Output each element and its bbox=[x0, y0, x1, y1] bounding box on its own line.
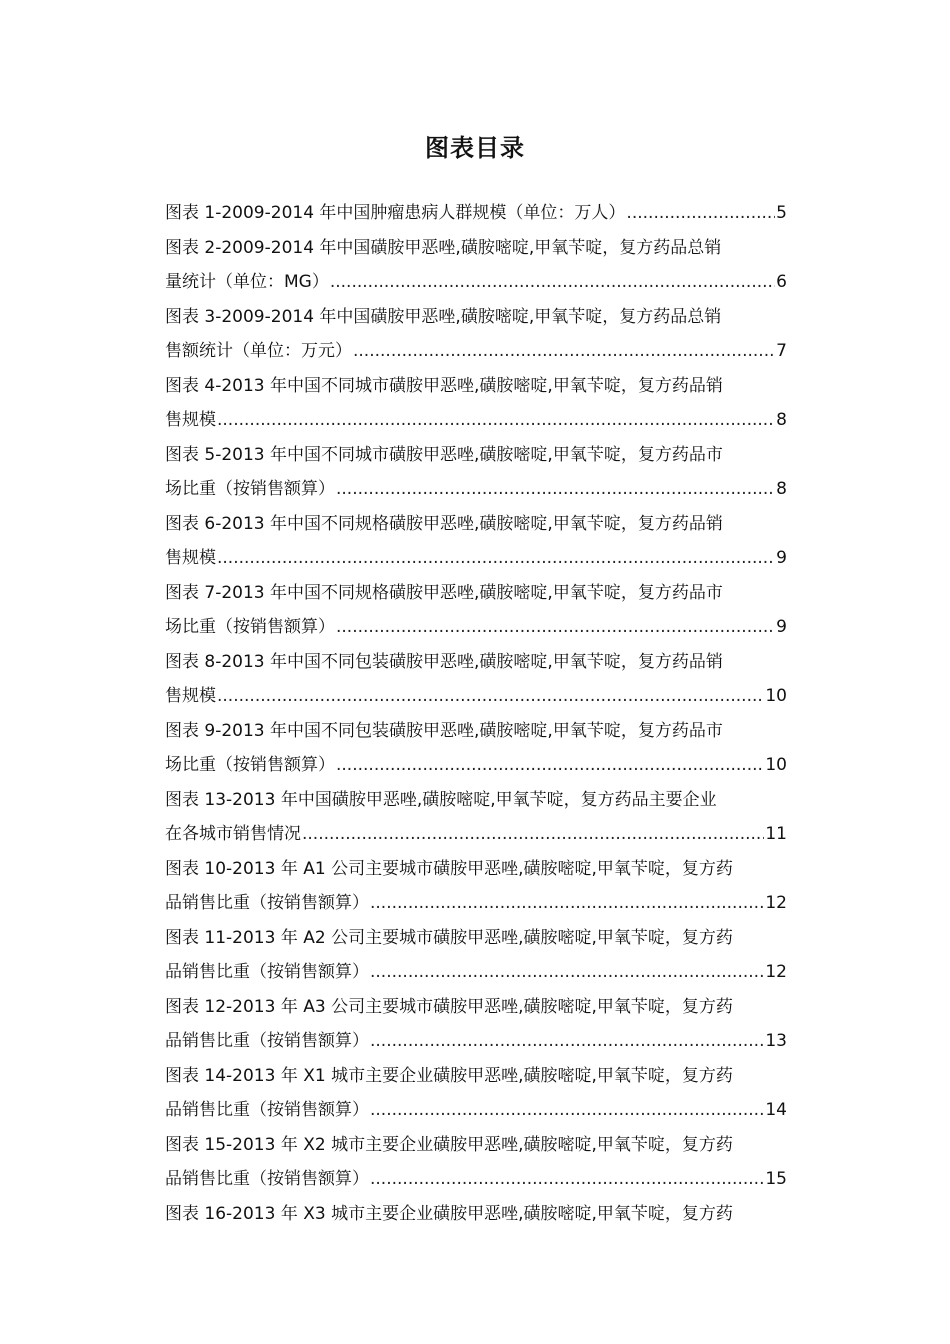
toc-entry[interactable] bbox=[165, 300, 787, 369]
dot-leader bbox=[217, 679, 764, 714]
toc-entry-text-continued: 场比重（按销售额算） bbox=[165, 617, 335, 637]
toc-entry[interactable] bbox=[165, 990, 787, 1059]
toc-entry-text: 图表 2-2009-2014 年中国磺胺甲恶唑,磺胺嘧啶,甲氧苄啶，复方药品总销 bbox=[165, 237, 722, 258]
toc-entry-text: 图表 1-2009-2014 年中国肿瘤患病人群规模（单位：万人） bbox=[165, 203, 626, 223]
toc-page-number: 12 bbox=[765, 893, 787, 913]
page-title: 图表目录 bbox=[425, 134, 525, 162]
toc-entry-text: 图表 10-2013 年 A1 公司主要城市磺胺甲恶唑,磺胺嘧啶,甲氧苄啶，复方药 bbox=[165, 858, 733, 879]
dot-leader bbox=[353, 334, 775, 369]
toc-entry[interactable] bbox=[165, 1128, 787, 1197]
toc-entry-text-continued: 品销售比重（按销售额算） bbox=[165, 1100, 369, 1120]
toc-page-number: 11 bbox=[765, 824, 787, 844]
toc-entry-text: 图表 11-2013 年 A2 公司主要城市磺胺甲恶唑,磺胺嘧啶,甲氧苄啶，复方药 bbox=[165, 927, 733, 948]
toc-entry-text: 图表 15-2013 年 X2 城市主要企业磺胺甲恶唑,磺胺嘧啶,甲氧苄啶，复方药 bbox=[165, 1134, 733, 1155]
dot-leader bbox=[336, 610, 775, 645]
toc-entry-text-continued: 在各城市销售情况 bbox=[165, 824, 301, 844]
toc-entry-text: 图表 7-2013 年中国不同规格磺胺甲恶唑,磺胺嘧啶,甲氧苄啶，复方药品市 bbox=[165, 582, 723, 603]
toc-entry-text: 图表 5-2013 年中国不同城市磺胺甲恶唑,磺胺嘧啶,甲氧苄啶，复方药品市 bbox=[165, 444, 723, 465]
dot-leader bbox=[336, 748, 764, 783]
toc-entry[interactable] bbox=[165, 196, 787, 231]
toc-entry-text: 图表 14-2013 年 X1 城市主要企业磺胺甲恶唑,磺胺嘧啶,甲氧苄啶，复方药 bbox=[165, 1065, 733, 1086]
toc-entry[interactable] bbox=[165, 507, 787, 576]
toc-page-number: 12 bbox=[765, 962, 787, 982]
toc-entry[interactable] bbox=[165, 1059, 787, 1128]
toc-entry-text-continued: 售额统计（单位：万元） bbox=[165, 341, 352, 361]
toc-entry[interactable] bbox=[165, 714, 787, 783]
toc-entry-text-continued: 售规模 bbox=[165, 548, 216, 568]
toc-entry-text: 图表 12-2013 年 A3 公司主要城市磺胺甲恶唑,磺胺嘧啶,甲氧苄啶，复方药 bbox=[165, 996, 733, 1017]
toc-page-number: 8 bbox=[776, 479, 787, 499]
toc-entry-text-continued: 量统计（单位：MG） bbox=[165, 272, 329, 292]
toc-page-number: 10 bbox=[765, 755, 787, 775]
dot-leader bbox=[336, 472, 775, 507]
toc-page-number: 7 bbox=[776, 341, 787, 361]
toc-page-number: 10 bbox=[765, 686, 787, 706]
toc-entry[interactable] bbox=[165, 783, 787, 852]
toc-entry-text-continued: 售规模 bbox=[165, 410, 216, 430]
toc-entry-text-continued: 售规模 bbox=[165, 686, 216, 706]
toc-entry[interactable] bbox=[165, 852, 787, 921]
toc-entry[interactable] bbox=[165, 438, 787, 507]
toc-entry-text-continued: 品销售比重（按销售额算） bbox=[165, 893, 369, 913]
toc-page-number: 8 bbox=[776, 410, 787, 430]
toc-entry-partial[interactable] bbox=[165, 1197, 787, 1232]
dot-leader bbox=[302, 817, 764, 852]
figure-index-list bbox=[165, 196, 787, 1231]
toc-page-number: 13 bbox=[765, 1031, 787, 1051]
toc-entry[interactable] bbox=[165, 645, 787, 714]
dot-leader bbox=[330, 265, 775, 300]
dot-leader bbox=[217, 541, 775, 576]
toc-entry-text-continued: 品销售比重（按销售额算） bbox=[165, 962, 369, 982]
toc-entry-text: 图表 9-2013 年中国不同包装磺胺甲恶唑,磺胺嘧啶,甲氧苄啶，复方药品市 bbox=[165, 720, 723, 741]
toc-page-number: 14 bbox=[765, 1100, 787, 1120]
toc-entry-text: 图表 16-2013 年 X3 城市主要企业磺胺甲恶唑,磺胺嘧啶,甲氧苄啶，复方药 bbox=[165, 1203, 733, 1224]
dot-leader bbox=[370, 955, 764, 990]
toc-entry-text: 图表 6-2013 年中国不同规格磺胺甲恶唑,磺胺嘧啶,甲氧苄啶，复方药品销 bbox=[165, 513, 723, 534]
toc-entry-text: 图表 4-2013 年中国不同城市磺胺甲恶唑,磺胺嘧啶,甲氧苄啶，复方药品销 bbox=[165, 375, 723, 396]
toc-page-number: 15 bbox=[765, 1169, 787, 1189]
toc-entry-text: 图表 8-2013 年中国不同包装磺胺甲恶唑,磺胺嘧啶,甲氧苄啶，复方药品销 bbox=[165, 651, 723, 672]
dot-leader bbox=[370, 886, 764, 921]
toc-entry-text: 图表 13-2013 年中国磺胺甲恶唑,磺胺嘧啶,甲氧苄啶，复方药品主要企业 bbox=[165, 789, 717, 810]
toc-entry[interactable] bbox=[165, 231, 787, 300]
toc-entry-text-continued: 场比重（按销售额算） bbox=[165, 755, 335, 775]
dot-leader bbox=[370, 1093, 764, 1128]
toc-entry-text-continued: 品销售比重（按销售额算） bbox=[165, 1031, 369, 1051]
dot-leader bbox=[217, 403, 775, 438]
toc-page-number: 9 bbox=[776, 617, 787, 637]
toc-page-number: 5 bbox=[776, 203, 787, 223]
toc-entry[interactable] bbox=[165, 921, 787, 990]
dot-leader bbox=[370, 1162, 764, 1197]
toc-entry-text-continued: 品销售比重（按销售额算） bbox=[165, 1169, 369, 1189]
toc-entry-text-continued: 场比重（按销售额算） bbox=[165, 479, 335, 499]
toc-page-number: 6 bbox=[776, 272, 787, 292]
toc-page-number: 9 bbox=[776, 548, 787, 568]
toc-entry-text: 图表 3-2009-2014 年中国磺胺甲恶唑,磺胺嘧啶,甲氧苄啶，复方药品总销 bbox=[165, 306, 722, 327]
toc-entry[interactable] bbox=[165, 576, 787, 645]
dot-leader bbox=[626, 196, 775, 231]
toc-entry[interactable] bbox=[165, 369, 787, 438]
dot-leader bbox=[370, 1024, 764, 1059]
